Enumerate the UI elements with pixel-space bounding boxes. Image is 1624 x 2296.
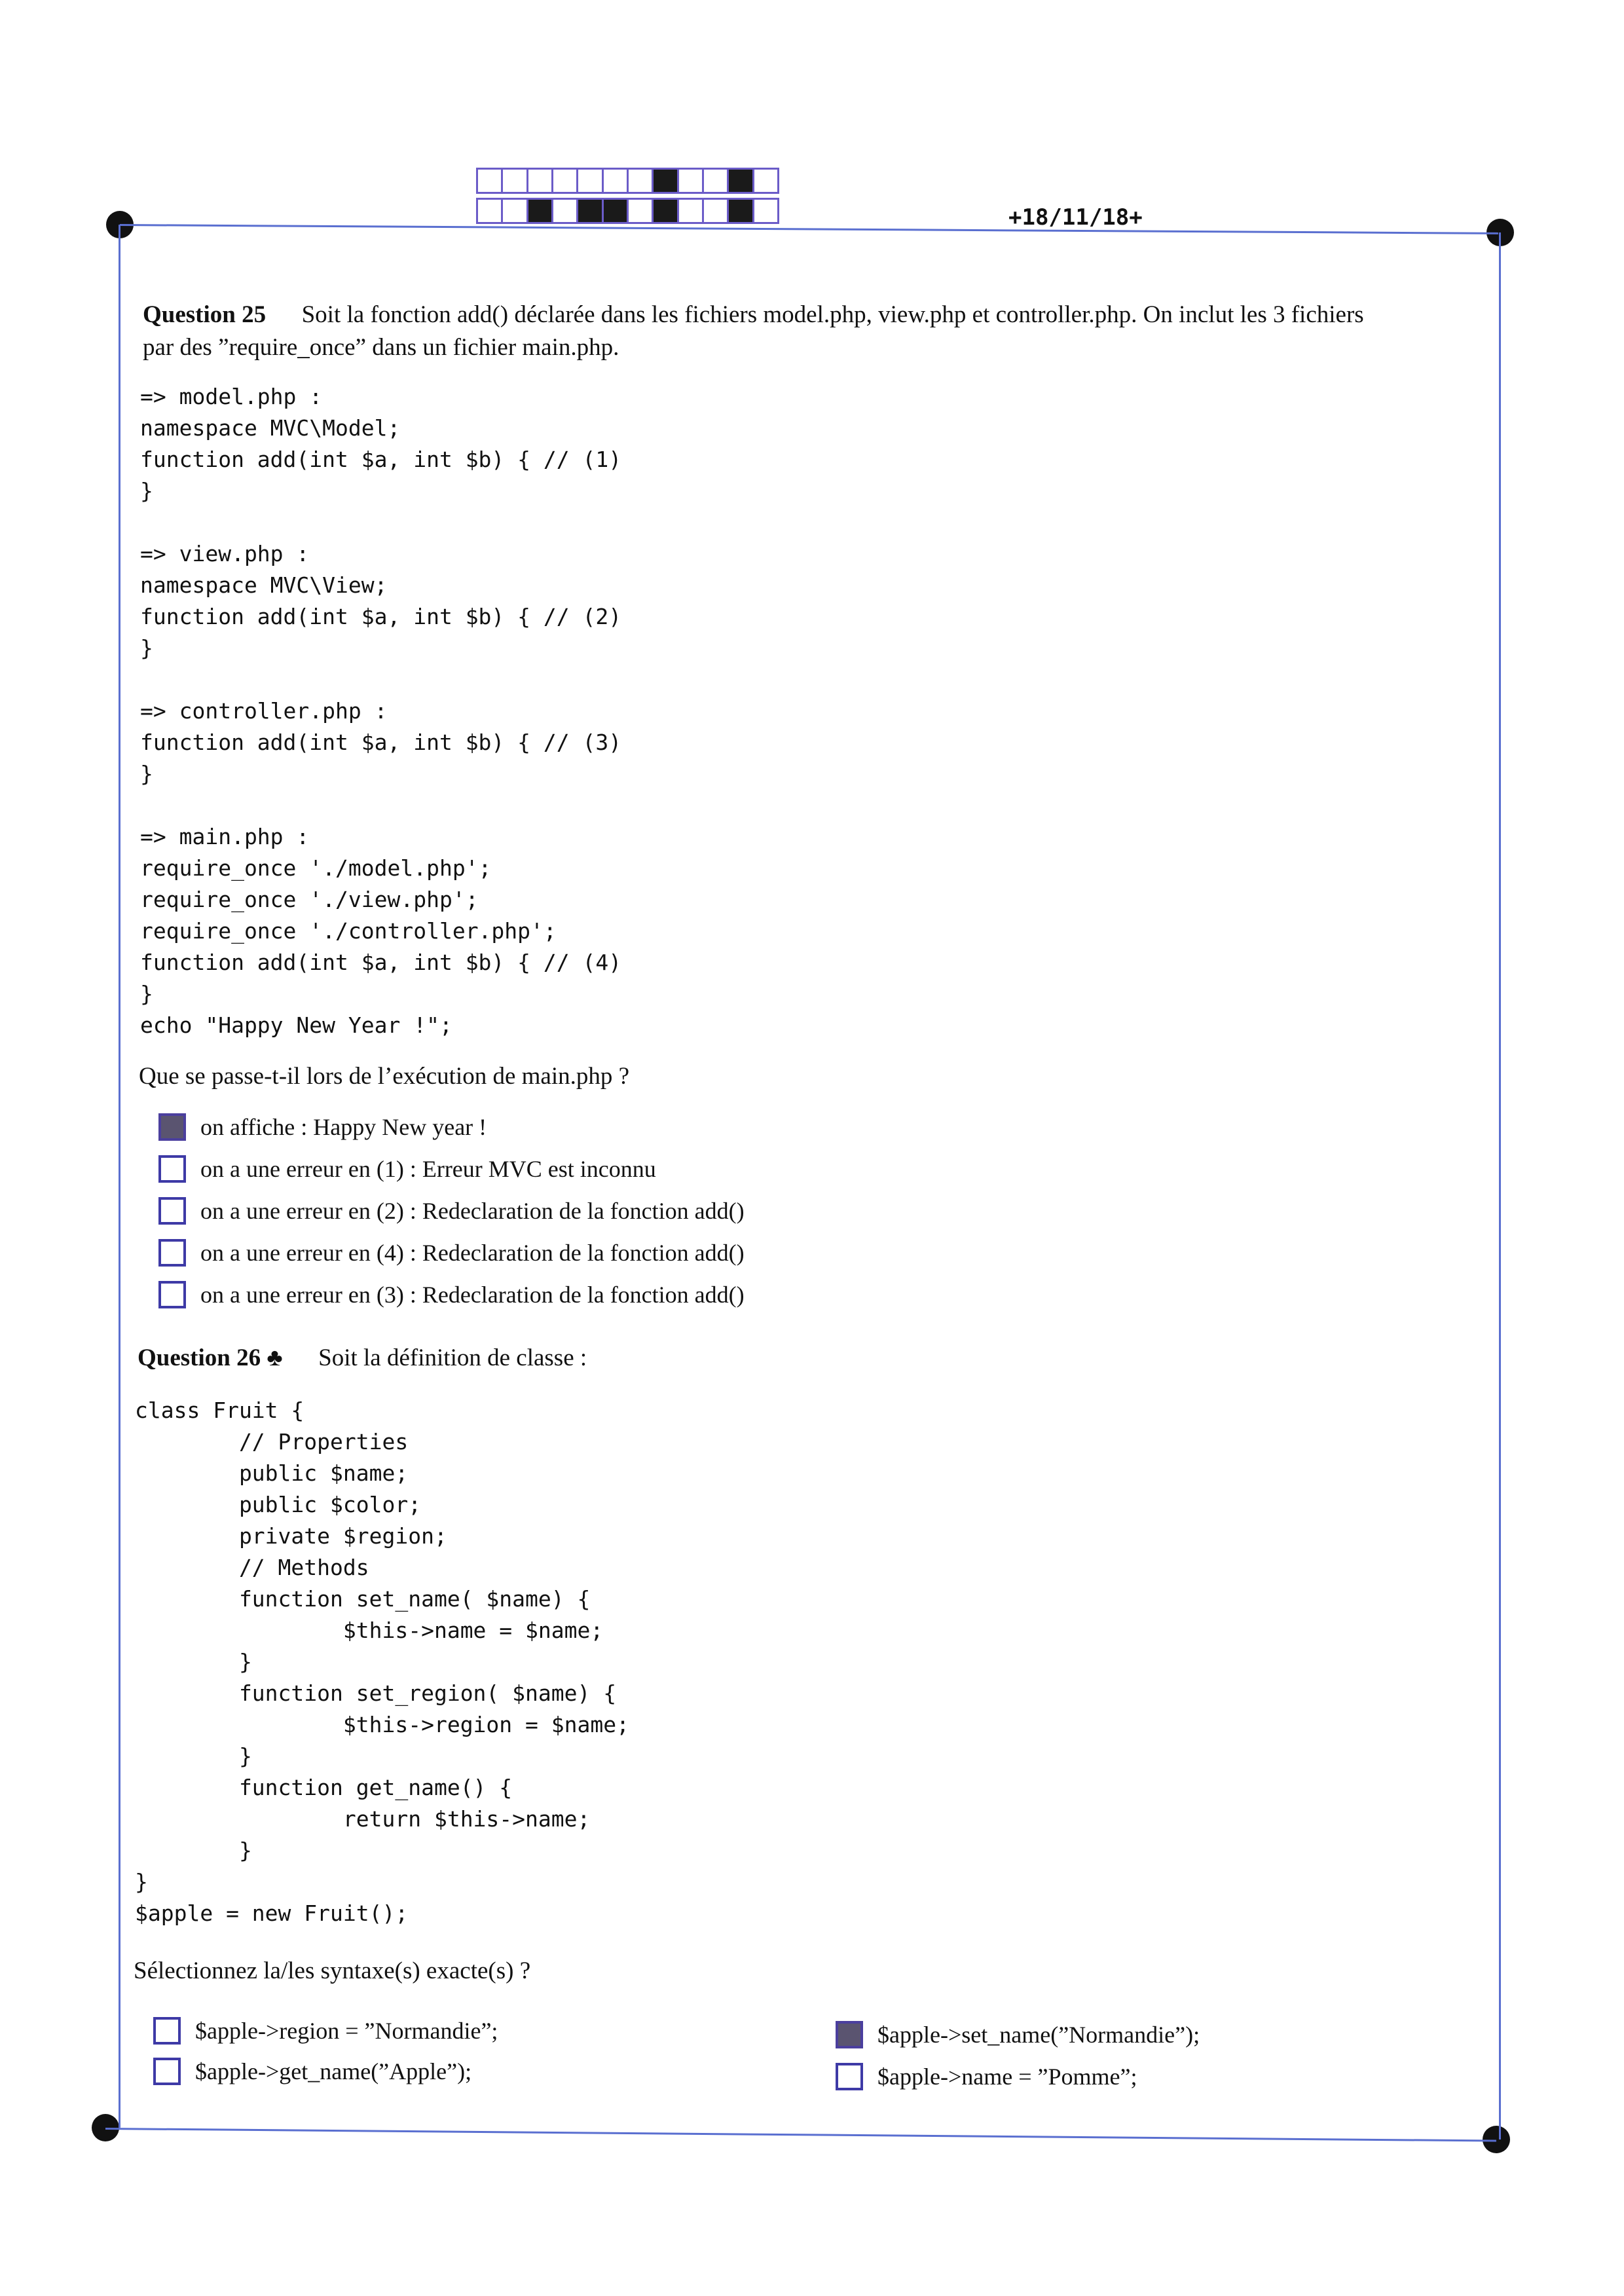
- barcode-cell: [752, 198, 779, 224]
- question-26-statement: [138, 1344, 587, 1372]
- q25-answer-5[interactable]: [158, 1281, 745, 1308]
- frame-top: [120, 224, 1498, 234]
- q25-answer-3-checkbox[interactable]: [158, 1197, 186, 1225]
- barcode-cell: [526, 168, 553, 194]
- question-25-statement: [143, 299, 1485, 364]
- barcode-cell: [602, 168, 629, 194]
- q25-answer-2-checkbox[interactable]: [158, 1155, 186, 1183]
- q25-answer-3[interactable]: [158, 1197, 745, 1225]
- q26-answer-3[interactable]: [836, 2021, 1200, 2048]
- frame-bottom: [105, 2128, 1496, 2142]
- q26-answer-2-label: $apple->get_name(”Apple”);: [195, 2058, 472, 2084]
- q25-answer-4[interactable]: [158, 1239, 745, 1267]
- q26-answer-1[interactable]: [153, 2017, 498, 2045]
- q26-answer-2[interactable]: [153, 2058, 471, 2085]
- barcode-cell: [652, 168, 678, 194]
- q25-answer-2[interactable]: [158, 1155, 656, 1183]
- barcode-cell: [677, 168, 704, 194]
- q26-answer-4-checkbox[interactable]: [836, 2063, 863, 2090]
- q25-answer-3-label: on a une erreur en (2) : Redeclaration de la fonction add(): [200, 1198, 745, 1224]
- q26-answer-4[interactable]: [836, 2063, 1137, 2090]
- barcode-cell: [727, 168, 754, 194]
- question-25-label: Question 25: [143, 301, 267, 328]
- q25-answer-4-checkbox[interactable]: [158, 1239, 186, 1267]
- question-25-prompt: Que se passe-t-il lors de l’exécution de main.php ?: [139, 1063, 630, 1090]
- q25-answer-2-label: on a une erreur en (1) : Erreur MVC est inconnu: [200, 1156, 656, 1182]
- q26-answer-2-checkbox[interactable]: [153, 2058, 181, 2085]
- q26-answer-4-label: $apple->name = ”Pomme”;: [877, 2064, 1137, 2090]
- barcode-cell: [652, 198, 678, 224]
- barcode-cell: [501, 198, 528, 224]
- barcode-cell: [576, 198, 603, 224]
- q25-answer-5-checkbox[interactable]: [158, 1281, 186, 1308]
- question-25-text-line1: Soit la fonction add() déclarée dans les fichiers model.php, view.php et controller.php. On inclut les 3 fichiers: [301, 301, 1364, 328]
- question-26-text: Soit la définition de classe :: [318, 1344, 587, 1371]
- q25-answer-5-label: on a une erreur en (3) : Redeclaration de la fonction add(): [200, 1282, 745, 1308]
- barcode-cell: [526, 198, 553, 224]
- barcode-cell: [627, 198, 654, 224]
- barcode-cell: [752, 168, 779, 194]
- question-25-text-line2: par des ”require_once” dans un fichier main.php.: [143, 334, 619, 361]
- q25-answer-1[interactable]: [158, 1113, 487, 1141]
- q26-answer-1-checkbox[interactable]: [153, 2017, 181, 2045]
- barcode-cell: [627, 168, 654, 194]
- q25-answer-1-label: on affiche : Happy New year !: [200, 1114, 487, 1140]
- exam-date-code: +18/11/18+: [1008, 204, 1143, 231]
- barcode-cell: [602, 198, 629, 224]
- barcode-cell: [501, 168, 528, 194]
- barcode-cell: [476, 198, 503, 224]
- barcode-cell: [576, 168, 603, 194]
- q25-answer-1-checkbox[interactable]: [158, 1113, 186, 1141]
- q25-answer-4-label: on a une erreur en (4) : Redeclaration de la fonction add(): [200, 1240, 745, 1266]
- frame-left: [119, 225, 120, 2128]
- barcode-cell: [476, 168, 503, 194]
- barcode-cell: [551, 198, 578, 224]
- question-26-code: class Fruit { // Properties public $name; public $color; private $region; // Methods function set_name( $name) { $this->name = $name; } function set_region( $name) { $this->region = $name; } function get_name() { return $this->name; } } $apple = new Fruit();: [135, 1398, 629, 1926]
- q26-answer-3-label: $apple->set_name(”Normandie”);: [877, 2022, 1200, 2048]
- barcode-cell: [702, 198, 729, 224]
- question-26-prompt: Sélectionnez la/les syntaxe(s) exacte(s) ?: [134, 1957, 531, 1984]
- q26-answer-1-label: $apple->region = ”Normandie”;: [195, 2018, 498, 2044]
- barcode-cell: [551, 168, 578, 194]
- barcode-cell: [727, 198, 754, 224]
- barcode-cell: [677, 198, 704, 224]
- frame-right: [1499, 232, 1501, 2139]
- barcode-cell: [702, 168, 729, 194]
- question-25-code: => model.php : namespace MVC\Model; function add(int $a, int $b) { // (1) } => view.php : namespace MVC\View; function add(int $a, int $b) { // (2) } => controller.php : function add(int $a, int $b) { // (3) } => main.php : require_once './model.php'; require_once './view.php'; require_once './controller.php'; function add(int $a, int $b) { // (4) } echo "Happy New Year !";: [140, 384, 622, 1038]
- barcode-row-2: [476, 198, 777, 224]
- q26-answer-3-checkbox[interactable]: [836, 2021, 863, 2048]
- barcode-row-1: [476, 168, 777, 194]
- question-26-label: Question 26 ♣: [138, 1344, 283, 1371]
